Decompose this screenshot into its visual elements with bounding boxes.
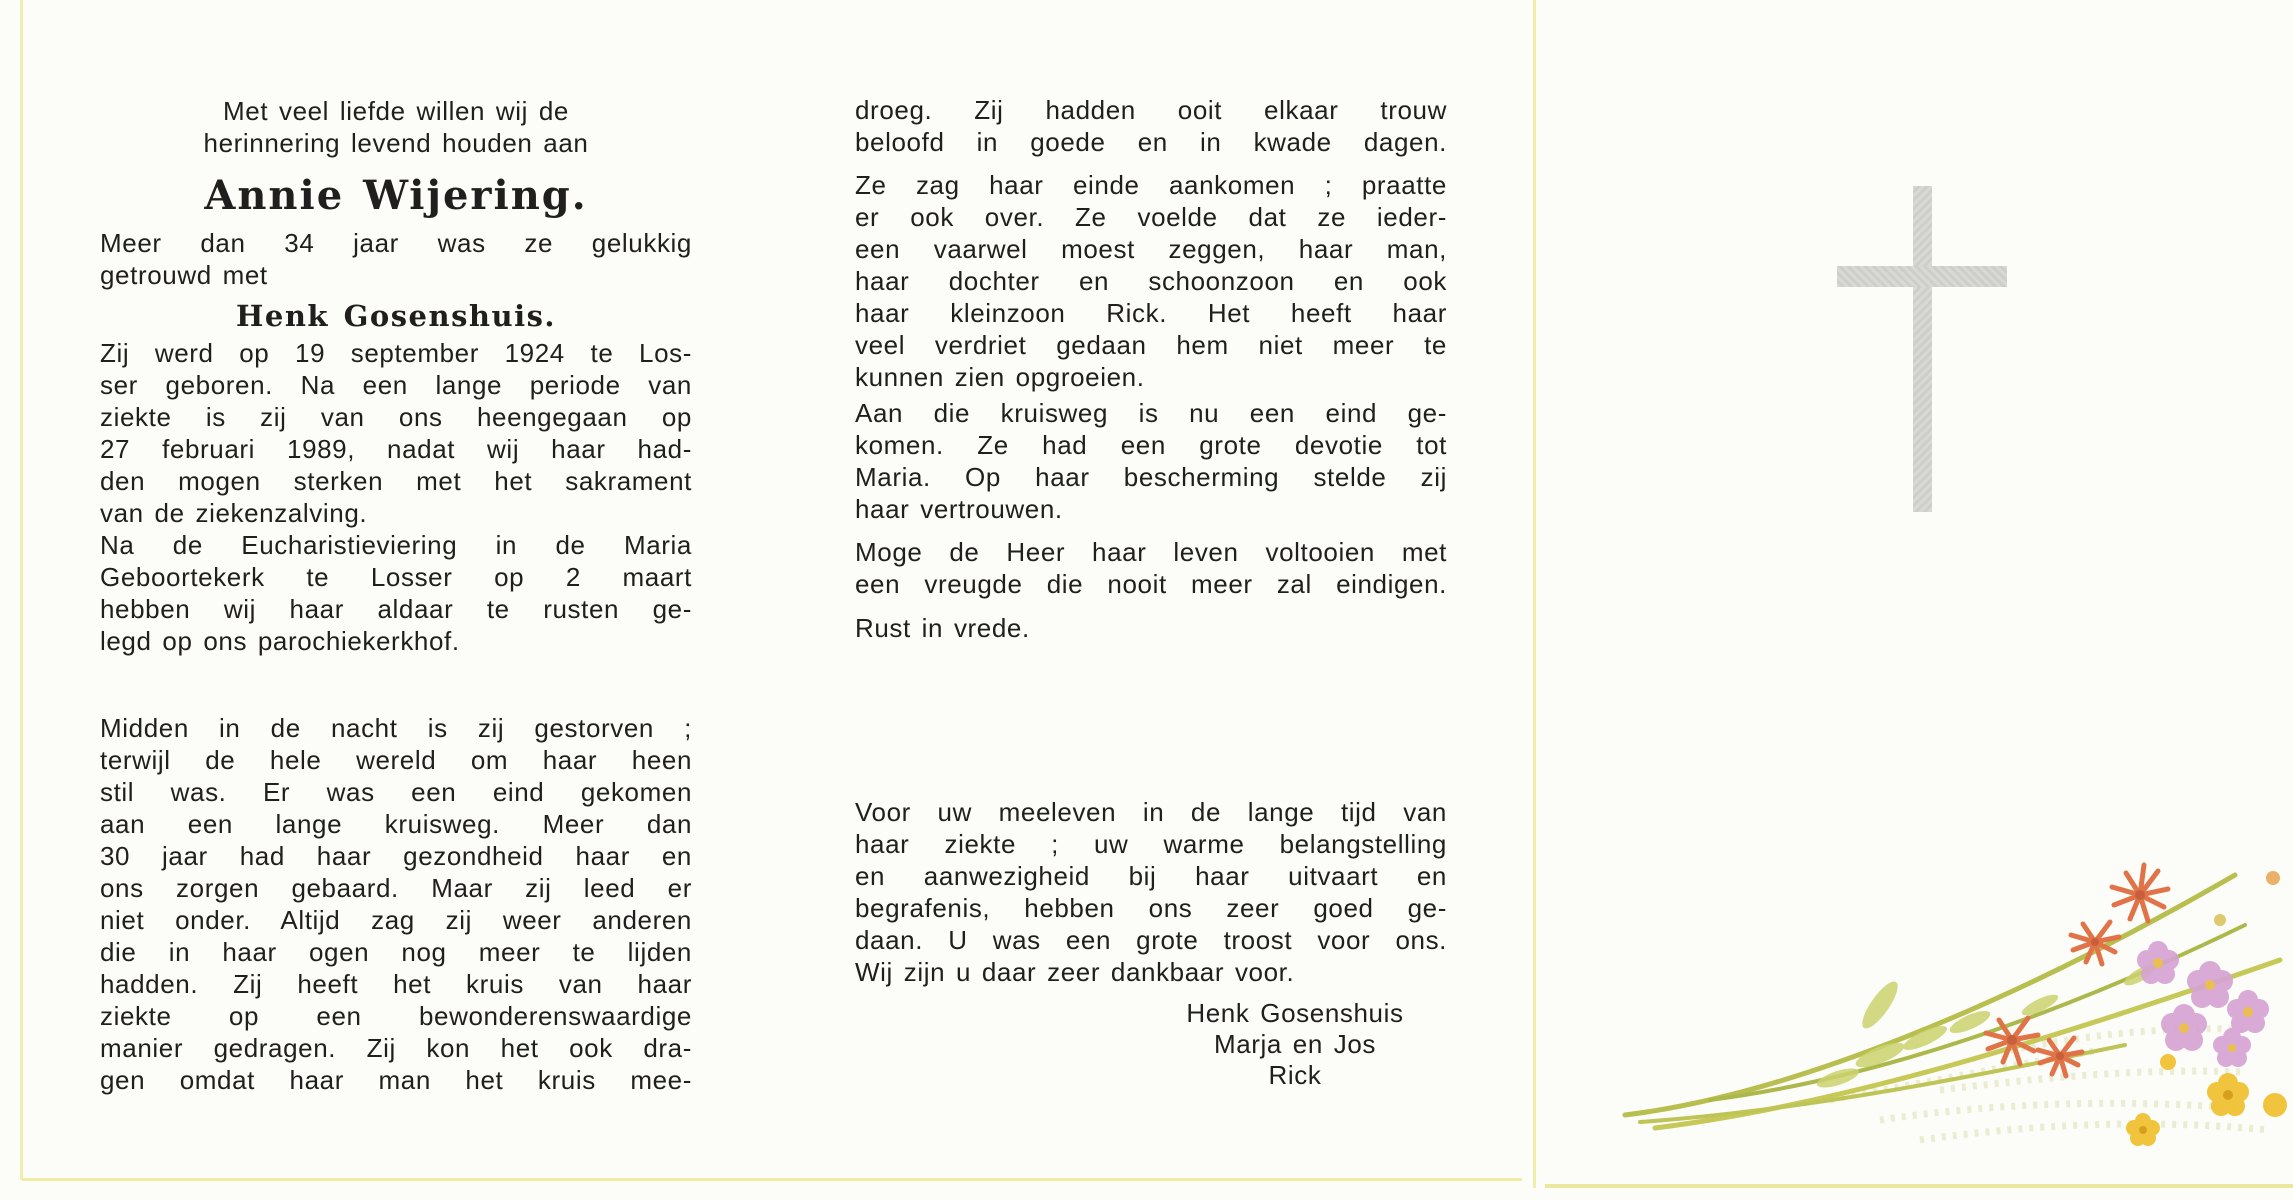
wildflower-bouquet-illustration (1580, 800, 2293, 1180)
text-line: ziekte is zij van ons heengegaan op (100, 402, 692, 432)
intro-text (100, 95, 692, 159)
text-line: gen omdat haar man het kruis mee- (100, 1065, 692, 1095)
text-line: haar dochter en schoonzoon en ook (855, 266, 1447, 296)
text-line: 30 jaar had haar gezondheid haar en (100, 841, 692, 871)
text-line: den mogen sterken met het sakrament (100, 466, 692, 496)
page-edge-left (20, 0, 23, 1180)
text-line: terwijl de hele wereld om haar heen (100, 745, 692, 775)
text-line: Henk Gosenshuis (1186, 998, 1404, 1028)
text-line: Maria. Op haar bescherming stelde zij (855, 462, 1447, 492)
text-column-right (855, 94, 1447, 1091)
text-line: komen. Ze had een grote devotie tot (855, 430, 1447, 460)
paragraph-thanks (855, 796, 1447, 988)
text-line: beloofd in goede en in kwade dagen. (855, 127, 1447, 157)
paragraph-blessing (855, 536, 1447, 600)
paragraph-night (100, 712, 692, 1096)
paragraph-birth-death (100, 337, 692, 529)
paragraph-vows (855, 94, 1447, 158)
paragraph-rest-in-peace (855, 612, 1447, 644)
text-line: Marja en Jos (1213, 1029, 1377, 1059)
page-fold-edge (1533, 0, 1536, 1188)
text-line: manier gedragen. Zij kon het ook dra- (100, 1033, 692, 1063)
text-line: er ook over. Ze voelde dat ze ieder- (855, 202, 1447, 232)
page-edge-bottom-right (1545, 1184, 2293, 1188)
paragraph-farewell (855, 169, 1447, 393)
text-line: Geboortekerk te Losser op 2 maart (100, 562, 692, 592)
text-line: droeg. Zij hadden ooit elkaar trouw (855, 95, 1447, 125)
text-line: Zij werd op 19 september 1924 te Los- (100, 338, 692, 368)
text-line: haar kleinzoon Rick. Het heeft haar (855, 298, 1447, 328)
text-line: hebben wij haar aldaar te rusten ge- (100, 594, 692, 624)
text-line: begrafenis, hebben ons zeer goed ge- (855, 893, 1447, 923)
text-line: herinnering levend houden aan (203, 128, 589, 158)
spouse-name: Henk Gosenshuis. (235, 299, 557, 333)
deceased-name: Annie Wijering. (204, 172, 588, 219)
text-line: legd op ons parochiekerkhof. (100, 626, 460, 656)
paragraph-funeral (100, 529, 692, 657)
text-line: ser geboren. Na een lange periode van (100, 370, 692, 400)
text-line: Moge de Heer haar leven voltooien met (855, 537, 1447, 567)
text-line: van de ziekenzalving. (100, 498, 368, 528)
text-line: haar ziekte ; uw warme belangstelling (855, 829, 1447, 859)
text-line: een vreugde die nooit meer zal eindigen. (855, 569, 1447, 599)
text-line: en aanwezigheid bij haar uitvaart en (855, 861, 1447, 891)
text-line: aan een lange kruisweg. Meer dan (100, 809, 692, 839)
text-line: die in haar ogen nog meer te lijden (100, 937, 692, 967)
text-line: ziekte op een bewonderenswaardige (100, 1001, 692, 1031)
paragraph-devotion (855, 397, 1447, 525)
text-line: niet onder. Altijd zag zij weer anderen (100, 905, 692, 935)
text-line: stil was. Er was een eind gekomen (100, 777, 692, 807)
page-edge-bottom-left (22, 1178, 1522, 1181)
text-line: 27 februari 1989, nadat wij haar had- (100, 434, 692, 464)
text-line: Ze zag haar einde aankomen ; praatte (855, 170, 1447, 200)
text-line: daan. U was een grote troost voor ons. (855, 925, 1447, 955)
text-line: Aan die kruisweg is nu een eind ge- (855, 398, 1447, 428)
text-line: Meer dan 34 jaar was ze gelukkig (100, 228, 692, 258)
cross-vertical-bar (1913, 186, 1932, 512)
text-line: ons zorgen gebaard. Maar zij leed er (100, 873, 692, 903)
text-line: een vaarwel moest zeggen, haar man, (855, 234, 1447, 264)
text-line: kunnen zien opgroeien. (855, 362, 1145, 392)
text-line: Met veel liefde willen wij de (223, 96, 569, 126)
text-line: Midden in de nacht is zij gestorven ; (100, 713, 692, 743)
cross-horizontal-bar (1837, 266, 2007, 287)
text-line: haar vertrouwen. (855, 494, 1063, 524)
text-line: Rick (1268, 1060, 1322, 1090)
text-line: Rust in vrede. (855, 613, 1030, 643)
text-line: Na de Eucharistieviering in de Maria (100, 530, 692, 560)
text-line: Wij zijn u daar zeer dankbaar voor. (855, 957, 1295, 987)
text-line: getrouwd met (100, 260, 268, 290)
text-column-left (100, 95, 692, 1096)
text-line: veel verdriet gedaan hem niet meer te (855, 330, 1447, 360)
paragraph-marriage (100, 227, 692, 291)
text-line: Voor uw meeleven in de lange tijd van (855, 797, 1447, 827)
signature-names (1145, 998, 1445, 1091)
text-line: hadden. Zij heeft het kruis van haar (100, 969, 692, 999)
